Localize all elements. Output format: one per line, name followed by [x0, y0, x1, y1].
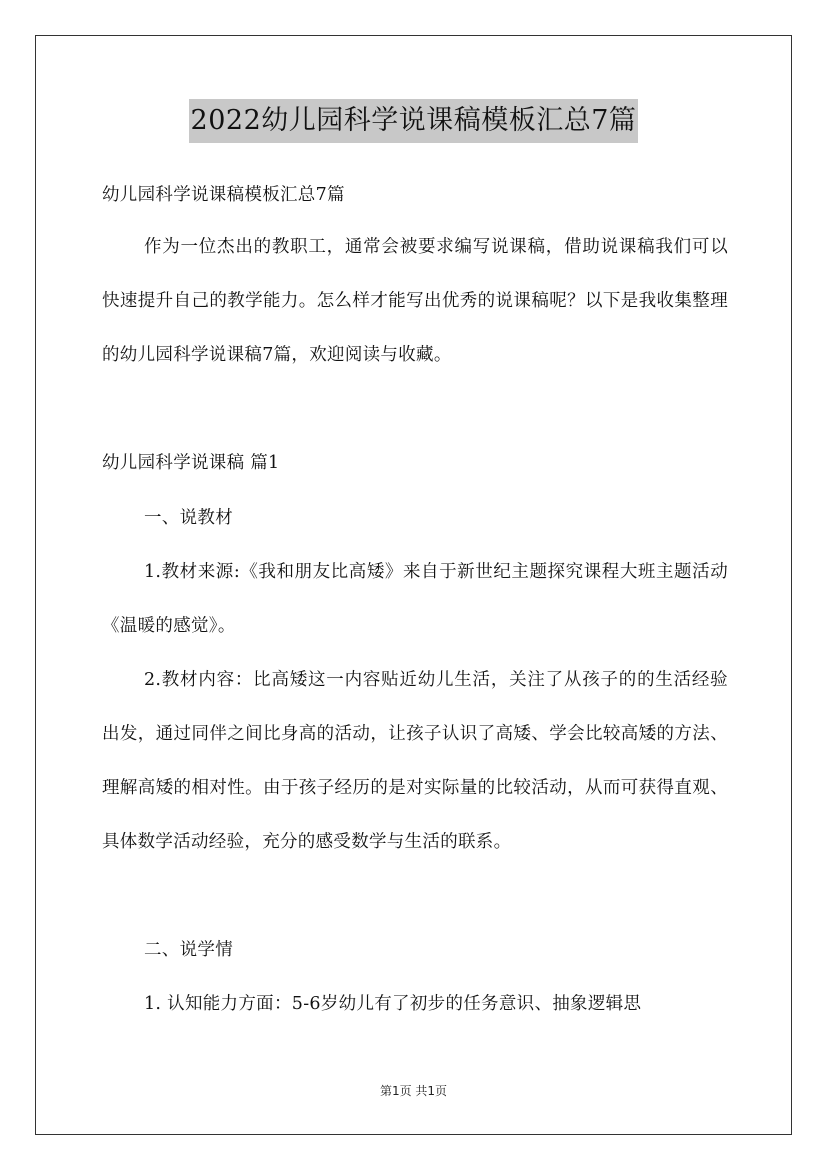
section-heading: 幼儿园科学说课稿 篇1	[102, 453, 280, 473]
document-title-text: 2022幼儿园科学说课稿模板汇总7篇	[189, 99, 639, 143]
heading-learner-analysis: 二、说学情	[144, 940, 233, 960]
intro-paragraph: 作为一位杰出的教职工，通常会被要求编写说课稿，借助说课稿我们可以快速提升自己的教学能力。怎么样才能写出优秀的说课稿呢？以下是我收集整理的幼儿园科学说课稿7篇，欢迎阅读与收藏。	[102, 237, 728, 365]
paragraph-material-content: 2.教材内容：比高矮这一内容贴近幼儿生活，关注了从孩子的的生活经验出发，通过同伴之间比身高的活动，让孩子认识了高矮、学会比较高矮的方法、理解高矮的相对性。由于孩子经历的是对实际量的比较活动，从而可获得直观、具体数学活动经验，充分的感受数学与生活的联系。	[102, 670, 728, 852]
document-title	[0, 99, 827, 143]
heading-teaching-material: 一、说教材	[144, 508, 233, 528]
page-number: 第1页 共1页	[379, 1084, 448, 1098]
paragraph-cognitive-ability: 1. 认知能力方面：5-6岁幼儿有了初步的任务意识、抽象逻辑思	[144, 994, 642, 1014]
document-subtitle: 幼儿园科学说课稿模板汇总7篇	[102, 185, 345, 205]
paragraph-material-source: 1.教材来源:《我和朋友比高矮》来自于新世纪主题探究课程大班主题活动《温暖的感觉》。	[102, 562, 728, 636]
